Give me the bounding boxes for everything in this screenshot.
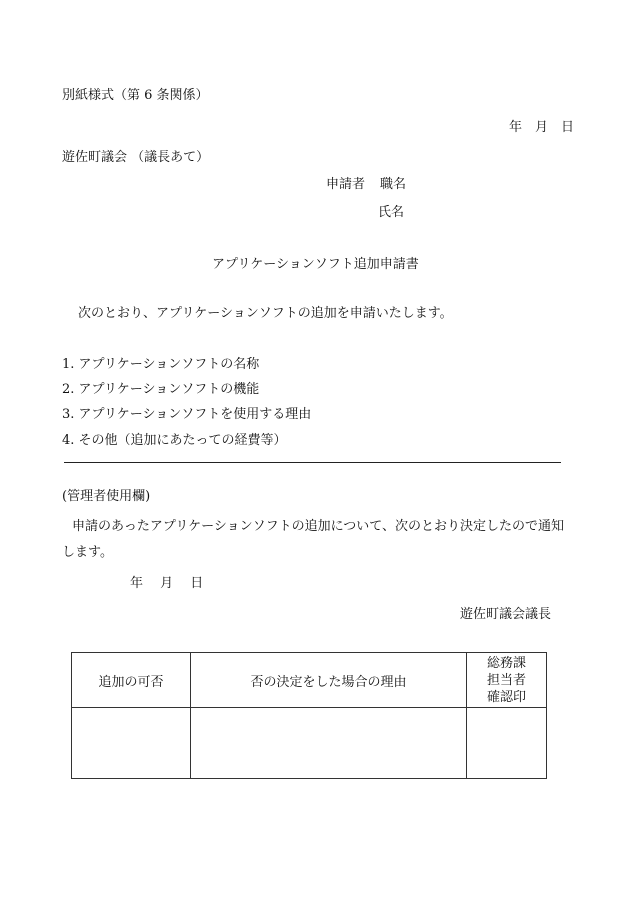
table-body-row (72, 708, 547, 779)
reason-column-label: 否の決定をした場合の理由 (250, 674, 407, 690)
confirm-label-line3: 確認印 (486, 689, 526, 705)
addressee: 遊佐町議会 （議長あて） (62, 150, 210, 165)
decision-cell[interactable] (72, 708, 191, 779)
form-title: アプリケーションソフト追加申請書 (212, 257, 419, 272)
decision-column-header (72, 653, 191, 708)
section-divider (64, 462, 561, 463)
decision-table (71, 652, 547, 779)
table-header-row (72, 653, 547, 708)
item-reason: 3. アプリケーションソフトを使用する理由 (62, 407, 312, 422)
item-function: 2. アプリケーションソフトの機能 (62, 382, 260, 397)
intro-text: 次のとおり、アプリケーションソフトの追加を申請いたします。 (78, 306, 453, 321)
reason-cell[interactable] (191, 708, 467, 779)
notice-text-line1: 申請のあったアプリケーションソフトの追加について、次のとおり決定したので通知 (72, 519, 565, 534)
date-line: 年 月 日 (508, 120, 574, 135)
reason-column-header (191, 653, 467, 708)
applicant-label: 申請者 (326, 177, 366, 192)
confirm-stamp-cell[interactable] (467, 708, 547, 779)
item-name: 1. アプリケーションソフトの名称 (62, 357, 260, 372)
name-label: 氏名 (378, 205, 405, 220)
admin-section-label: (管理者使用欄) (62, 489, 151, 504)
item-other: 4. その他（追加にあたっての経費等） (62, 433, 287, 448)
form-reference: 別紙様式（第 6 条関係） (62, 88, 209, 103)
notice-text-line2: します。 (62, 545, 113, 560)
decision-column-label: 追加の可否 (98, 674, 164, 690)
confirm-column-header (467, 653, 547, 708)
job-title-label: 職名 (380, 177, 407, 192)
confirm-label-line1: 総務課 (486, 655, 526, 671)
admin-date-line: 年 月 日 (130, 576, 204, 591)
issuer-title: 遊佐町議会議長 (459, 607, 551, 622)
confirm-label-line2: 担当者 (486, 672, 526, 688)
